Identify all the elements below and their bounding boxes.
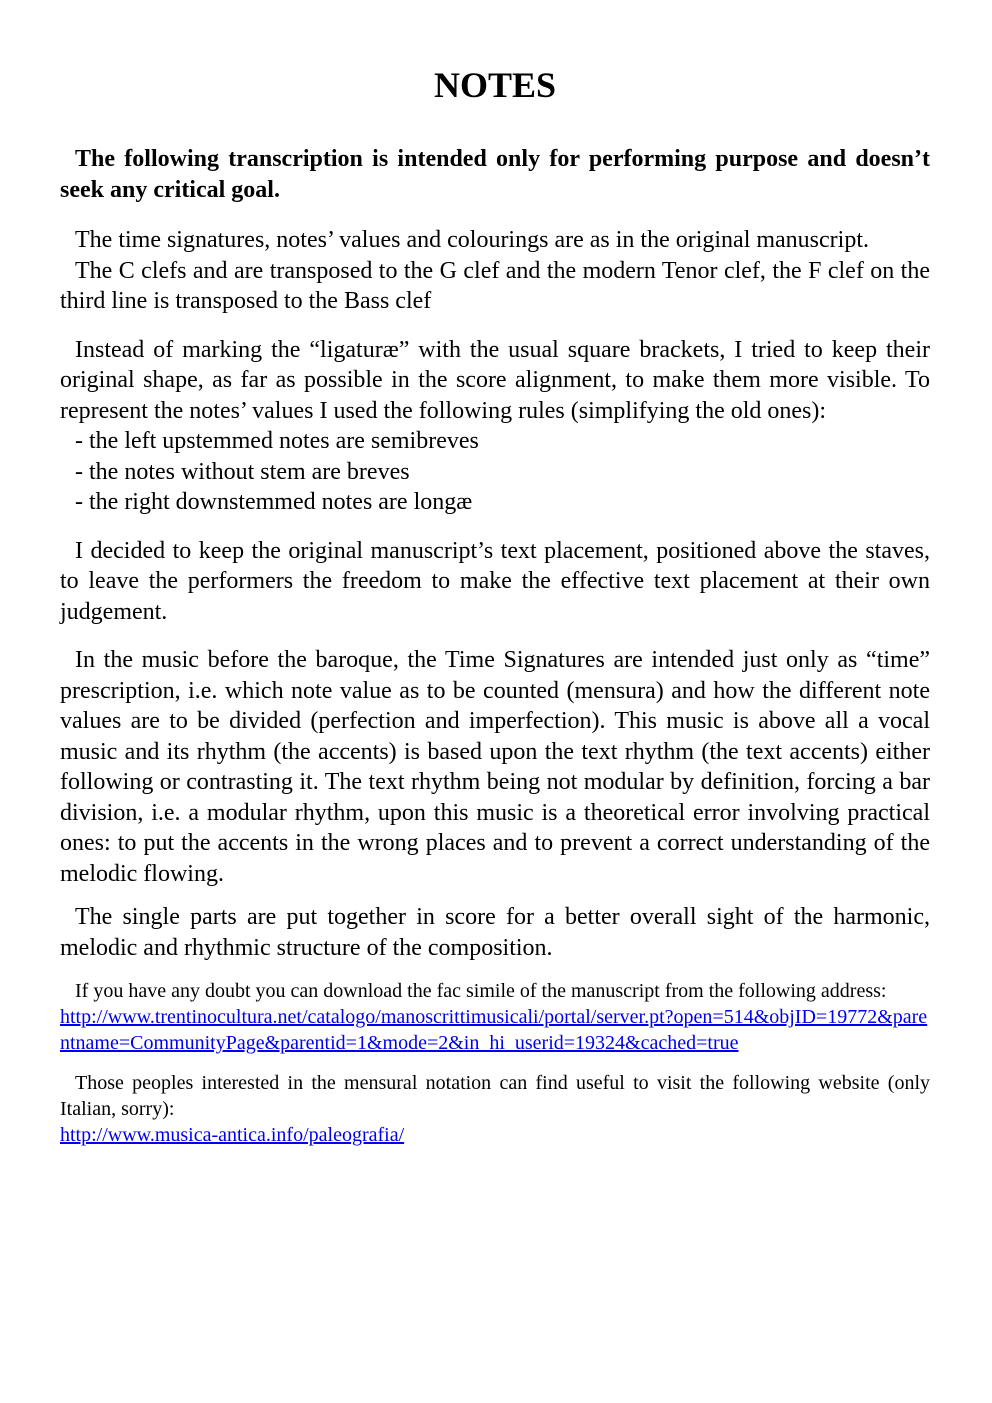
ligatures-paragraph: [60, 335, 930, 518]
mensural-paragraph: [60, 1070, 930, 1148]
notes-page: [60, 0, 930, 1148]
rule-longae: - the right downstemmed notes are longæ: [75, 489, 473, 515]
mensural-text: Those peoples interested in the mensural notation can find useful to visit the following website (only Italian, sorry):: [60, 1072, 930, 1120]
mensural-link[interactable]: http://www.musica-antica.info/paleografia/: [60, 1124, 405, 1146]
page-title: NOTES: [433, 65, 557, 105]
ligatures-intro: Instead of marking the “ligaturæ” with the usual square brackets, I tried to keep their original shape, as far as possible in the score alignment, to make them more visible. To represent the notes’ values I used the following rules (simplifying the old ones):: [60, 336, 930, 424]
signatures-paragraph: [60, 225, 930, 317]
facsimile-text: If you have any doubt you can download the fac simile of the manuscript from the following address:: [75, 980, 887, 1002]
disclaimer-paragraph: The following transcription is intended only for performing purpose and doesn’t seek any critical goal.: [60, 146, 930, 203]
rule-semibreves: - the left upstemmed notes are semibreves: [75, 428, 479, 454]
rule-breves: - the notes without stem are breves: [75, 458, 410, 485]
facsimile-paragraph: [60, 978, 930, 1056]
clefs-line: The C clefs and are transposed to the G clef and the modern Tenor clef, the F clef on the third line is transposed to the Bass clef: [60, 257, 930, 314]
placement-paragraph: I decided to keep the original manuscript’s text placement, positioned above the staves, to leave the performers the freedom to make the effective text placement at their own judgement.: [60, 537, 930, 625]
baroque-paragraph: In the music before the baroque, the Time Signatures are intended just only as “time” prescription, i.e. which note value as to be counted (mensura) and how the different note values are to be divided (perfection and imperfection). This music is above all a vocal music and its rhythm (the accents) is based upon the text rhythm (the text accents) either following or contrasting it. The text rhythm being not modular by definition, forcing a bar division, i.e. a modular rhythm, upon this music is a theoretical error involving practical ones: to put the accents in the wrong places and to prevent a correct understanding of the melodic flowing.: [60, 647, 930, 887]
facsimile-link[interactable]: http://www.trentinocultura.net/catalogo/manoscrittimusicali/portal/server.pt?open=514&objID=19772&parentname=CommunityPage&parentid=1&mode=2&in_hi_userid=19324&cached=true: [60, 1006, 928, 1054]
score-paragraph: The single parts are put together in score for a better overall sight of the harmonic, melodic and rhythmic structure of the composition.: [60, 904, 930, 961]
signatures-line: The time signatures, notes’ values and colourings are as in the original manuscript.: [75, 227, 870, 253]
